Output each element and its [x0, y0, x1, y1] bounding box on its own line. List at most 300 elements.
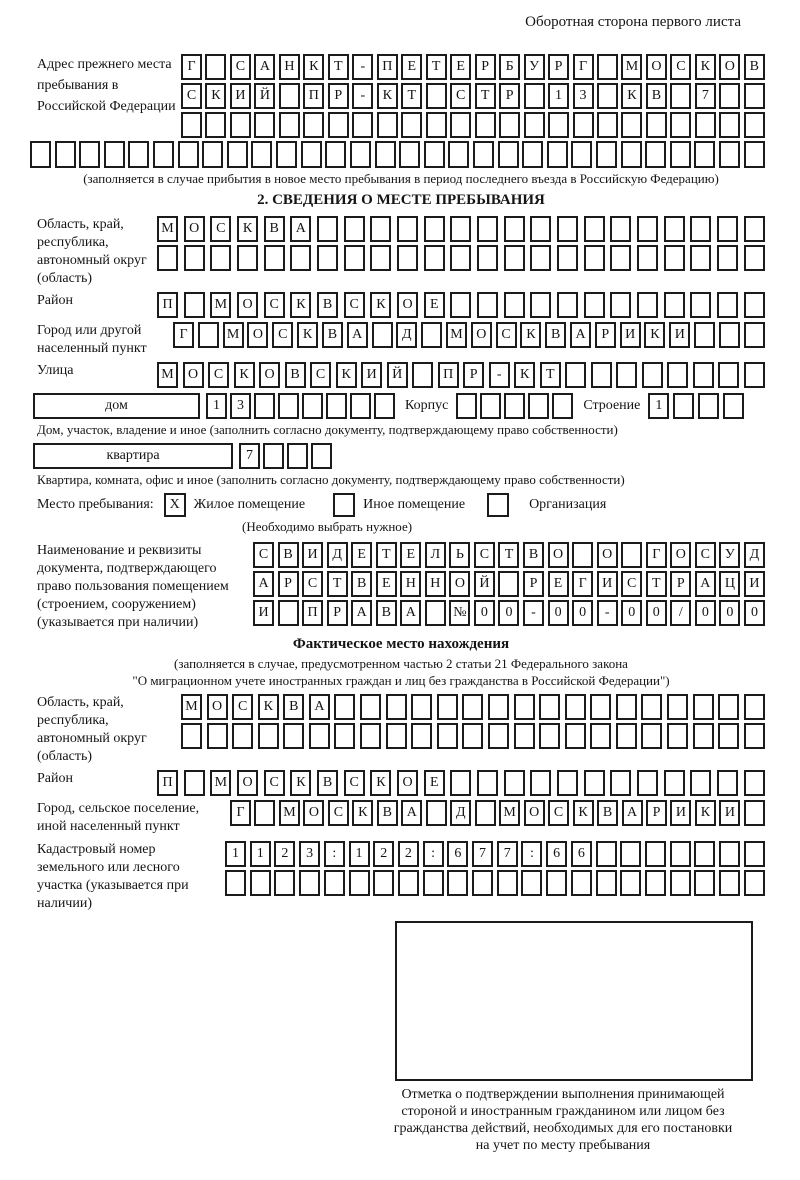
char-cell: [690, 292, 711, 318]
char-cell: И: [230, 83, 251, 109]
stay-type-label: Место пребывания:: [37, 497, 154, 512]
char-cell: [539, 723, 560, 749]
char-cell: [254, 393, 275, 419]
char-row: [181, 112, 765, 138]
char-cell: [450, 770, 471, 796]
stroenie-label: Строение: [583, 398, 641, 413]
char-cell: Р: [670, 571, 691, 597]
char-cell: Ц: [719, 571, 740, 597]
char-cell: [317, 216, 338, 242]
char-cell: [473, 141, 494, 168]
page-title: Оборотная сторона первого листа: [525, 14, 741, 30]
char-cell: [456, 393, 477, 419]
apartment-field-label: квартира: [33, 443, 233, 469]
char-cell: Р: [328, 83, 349, 109]
char-cell: [373, 870, 394, 896]
char-cell: И: [253, 600, 274, 626]
char-cell: Н: [400, 571, 421, 597]
char-cell: [667, 694, 688, 720]
char-cell: [719, 841, 740, 867]
char-cell: [667, 723, 688, 749]
char-cell: С: [474, 542, 495, 568]
char-cell: [718, 723, 739, 749]
char-cell: [205, 54, 226, 80]
char-cell: [497, 870, 518, 896]
char-cell: С: [670, 54, 691, 80]
char-cell: С: [181, 83, 202, 109]
char-cell: К: [695, 54, 716, 80]
char-row: [253, 571, 765, 597]
char-cell: И: [744, 571, 765, 597]
char-cell: Ь: [449, 542, 470, 568]
char-cell: [498, 141, 519, 168]
char-cell: Т: [498, 542, 519, 568]
organization-label: Организация: [529, 497, 607, 512]
prev-address-label: Адрес прежнего места пребывания в Российской Федерации: [37, 57, 176, 114]
char-cell: В: [744, 54, 765, 80]
actual-location-note-line1: (заполняется в случае, предусмотренном частью 2 статьи 21 Федерального закона: [174, 656, 628, 671]
char-cell: О: [397, 292, 418, 318]
char-cell: [565, 723, 586, 749]
char-cell: Т: [328, 54, 349, 80]
char-cell: [424, 141, 445, 168]
char-cell: [667, 362, 688, 388]
char-cell: В: [264, 216, 285, 242]
char-cell: [472, 870, 493, 896]
char-cell: [693, 362, 714, 388]
char-cell: И: [670, 800, 691, 826]
char-cell: В: [646, 83, 667, 109]
char-cell: Е: [376, 571, 397, 597]
region-block: [37, 216, 765, 288]
char-cell: [719, 141, 740, 168]
char-cell: [717, 292, 738, 318]
char-cell: [552, 393, 573, 419]
char-cell: [565, 362, 586, 388]
char-cell: :: [324, 841, 345, 867]
char-cell: Б: [499, 54, 520, 80]
char-cell: К: [520, 322, 541, 348]
char-cell: К: [377, 83, 398, 109]
char-cell: К: [621, 83, 642, 109]
char-cell: П: [303, 83, 324, 109]
char-cell: [128, 141, 149, 168]
street-block: [37, 362, 765, 388]
char-cell: И: [302, 542, 323, 568]
char-cell: [426, 800, 447, 826]
char-cell: Г: [646, 542, 667, 568]
char-cell: 2: [398, 841, 419, 867]
char-cell: Г: [181, 54, 202, 80]
char-cell: [530, 770, 551, 796]
char-cell: Т: [327, 571, 348, 597]
char-cell: [698, 393, 719, 419]
char-cell: В: [545, 322, 566, 348]
char-cell: М: [621, 54, 642, 80]
char-cell: М: [499, 800, 520, 826]
fact-district-label: Район: [37, 771, 73, 786]
other-premises-checkbox: [333, 493, 355, 517]
char-cell: [184, 292, 205, 318]
char-cell: [411, 694, 432, 720]
char-cell: [694, 841, 715, 867]
organization-checkbox: [487, 493, 509, 517]
char-cell: [539, 694, 560, 720]
apartment-number-row: [239, 443, 332, 469]
char-row: [230, 800, 765, 826]
fact-city-label: Город, сельское поселение, иной населенный пункт: [37, 801, 200, 834]
char-cell: [450, 292, 471, 318]
char-cell: А: [290, 216, 311, 242]
stamp-caption: [355, 1086, 771, 1154]
char-cell: [565, 694, 586, 720]
char-cell: 7: [695, 83, 716, 109]
char-cell: [488, 694, 509, 720]
char-cell: Р: [499, 83, 520, 109]
char-cell: [230, 112, 251, 138]
house-field-label: дом: [33, 393, 200, 419]
prev-address-block: [37, 54, 765, 138]
char-cell: 2: [373, 841, 394, 867]
korpus-label: Корпус: [405, 398, 449, 413]
actual-location-note-line2: "О миграционном учете иностранных граждан и лиц без гражданства в Российской Федерации"): [132, 673, 670, 688]
char-cell: 1: [648, 393, 669, 419]
char-cell: В: [278, 542, 299, 568]
char-cell: А: [351, 600, 372, 626]
prev-address-note: (заполняется в случае прибытия в новое место пребывания в период последнего въезда в Российскую Федерацию): [83, 171, 719, 186]
char-cell: [178, 141, 199, 168]
char-row: [253, 542, 765, 568]
char-cell: 2: [274, 841, 295, 867]
char-row: [181, 83, 765, 109]
stay-type-row: [37, 493, 765, 517]
char-cell: [202, 141, 223, 168]
char-cell: [571, 870, 592, 896]
char-cell: [548, 112, 569, 138]
char-cell: [530, 216, 551, 242]
char-cell: Р: [327, 600, 348, 626]
char-cell: С: [264, 292, 285, 318]
char-cell: 1: [250, 841, 271, 867]
char-cell: У: [524, 54, 545, 80]
char-cell: [616, 694, 637, 720]
char-cell: [350, 141, 371, 168]
char-cell: [227, 141, 248, 168]
char-cell: 6: [447, 841, 468, 867]
char-cell: [375, 141, 396, 168]
residential-label: Жилое помещение: [193, 497, 306, 512]
char-cell: [694, 141, 715, 168]
char-cell: П: [157, 770, 178, 796]
char-cell: [670, 112, 691, 138]
char-cell: [744, 83, 765, 109]
char-cell: [528, 393, 549, 419]
char-row: [173, 322, 765, 348]
char-cell: Т: [426, 54, 447, 80]
char-cell: [664, 292, 685, 318]
char-cell: О: [207, 694, 228, 720]
char-cell: Р: [278, 571, 299, 597]
house-number-row: [206, 393, 395, 419]
char-cell: [717, 770, 738, 796]
char-cell: 7: [497, 841, 518, 867]
char-cell: [693, 694, 714, 720]
char-cell: [645, 870, 666, 896]
char-cell: К: [290, 292, 311, 318]
char-cell: С: [344, 292, 365, 318]
char-cell: [412, 362, 433, 388]
char-cell: [744, 141, 765, 168]
char-cell: О: [719, 54, 740, 80]
char-cell: 0: [621, 600, 642, 626]
char-cell: В: [376, 600, 397, 626]
stamp-caption-line1: Отметка о подтверждении выполнения принимающей: [401, 1087, 725, 1102]
char-cell: [237, 245, 258, 271]
char-cell: [693, 723, 714, 749]
char-cell: [694, 322, 715, 348]
char-cell: [398, 870, 419, 896]
char-cell: [744, 112, 765, 138]
char-cell: [718, 362, 739, 388]
char-cell: [596, 841, 617, 867]
char-cell: [374, 393, 395, 419]
char-cell: 0: [498, 600, 519, 626]
char-row: [157, 245, 765, 271]
char-cell: С: [310, 362, 331, 388]
char-cell: С: [621, 571, 642, 597]
char-cell: [477, 216, 498, 242]
char-cell: 7: [239, 443, 260, 469]
char-cell: [334, 723, 355, 749]
char-cell: [642, 362, 663, 388]
char-cell: [597, 112, 618, 138]
char-cell: 7: [472, 841, 493, 867]
char-cell: [274, 870, 295, 896]
char-cell: [590, 694, 611, 720]
char-cell: [450, 112, 471, 138]
char-cell: С: [272, 322, 293, 348]
char-cell: [448, 141, 469, 168]
char-cell: В: [317, 770, 338, 796]
char-cell: [584, 216, 605, 242]
char-cell: 0: [548, 600, 569, 626]
char-cell: [499, 112, 520, 138]
char-cell: С: [548, 800, 569, 826]
char-cell: К: [290, 770, 311, 796]
char-cell: [437, 723, 458, 749]
char-cell: [477, 292, 498, 318]
char-cell: [718, 694, 739, 720]
char-cell: [184, 245, 205, 271]
char-cell: [504, 216, 525, 242]
district-block: [37, 292, 765, 318]
char-cell: Е: [548, 571, 569, 597]
char-cell: Д: [450, 800, 471, 826]
char-cell: Р: [548, 54, 569, 80]
apartment-note: Квартира, комната, офис и иное (заполнить согласно документу, подтверждающему право собственности): [37, 472, 625, 487]
char-row-overflow: [30, 141, 765, 168]
char-cell: 1: [548, 83, 569, 109]
char-cell: [504, 770, 525, 796]
section2-heading: 2. СВЕДЕНИЯ О МЕСТЕ ПРЕБЫВАНИЯ: [257, 192, 545, 208]
char-cell: [250, 870, 271, 896]
char-cell: Г: [173, 322, 194, 348]
char-cell: [690, 216, 711, 242]
char-cell: 1: [349, 841, 370, 867]
char-cell: Т: [475, 83, 496, 109]
char-cell: С: [208, 362, 229, 388]
char-cell: [352, 112, 373, 138]
char-cell: О: [524, 800, 545, 826]
char-cell: Е: [424, 292, 445, 318]
char-cell: Д: [327, 542, 348, 568]
stay-type-note: (Необходимо выбрать нужное): [242, 519, 413, 534]
char-cell: С: [344, 770, 365, 796]
char-cell: [279, 83, 300, 109]
char-cell: [744, 362, 765, 388]
char-cell: [360, 723, 381, 749]
char-row: [225, 841, 765, 867]
char-cell: [584, 770, 605, 796]
char-cell: М: [446, 322, 467, 348]
char-cell: [205, 112, 226, 138]
char-cell: К: [514, 362, 535, 388]
char-cell: [744, 870, 765, 896]
char-cell: [504, 393, 525, 419]
char-cell: [325, 141, 346, 168]
char-cell: 0: [646, 600, 667, 626]
char-cell: О: [597, 542, 618, 568]
char-cell: Д: [396, 322, 417, 348]
char-row: [157, 292, 765, 318]
char-row: [157, 216, 765, 242]
char-cell: О: [548, 542, 569, 568]
char-cell: П: [157, 292, 178, 318]
char-row: [181, 54, 765, 80]
char-cell: О: [670, 542, 691, 568]
char-cell: [370, 216, 391, 242]
char-cell: [386, 694, 407, 720]
char-cell: -: [597, 600, 618, 626]
char-cell: 6: [546, 841, 567, 867]
cadastral-rows: [225, 841, 765, 896]
char-cell: [283, 723, 304, 749]
char-cell: Г: [572, 571, 593, 597]
char-cell: У: [719, 542, 740, 568]
char-cell: [524, 83, 545, 109]
char-cell: [597, 54, 618, 80]
char-row: [225, 870, 765, 896]
char-cell: А: [347, 322, 368, 348]
char-cell: [637, 216, 658, 242]
char-cell: [557, 770, 578, 796]
char-cell: К: [573, 800, 594, 826]
char-cell: К: [644, 322, 665, 348]
char-cell: :: [423, 841, 444, 867]
char-row: [181, 723, 765, 749]
char-cell: С: [232, 694, 253, 720]
fact-city-block: [37, 800, 765, 836]
char-cell: [610, 245, 631, 271]
char-cell: [276, 141, 297, 168]
char-cell: [597, 83, 618, 109]
char-cell: [670, 83, 691, 109]
char-cell: [349, 870, 370, 896]
char-cell: 0: [719, 600, 740, 626]
char-cell: М: [157, 216, 178, 242]
char-cell: В: [351, 571, 372, 597]
char-cell: Г: [230, 800, 251, 826]
char-cell: Т: [401, 83, 422, 109]
char-cell: [616, 723, 637, 749]
char-cell: [641, 723, 662, 749]
char-cell: О: [471, 322, 492, 348]
char-cell: О: [237, 292, 258, 318]
char-cell: С: [230, 54, 251, 80]
char-cell: [584, 292, 605, 318]
char-cell: Н: [425, 571, 446, 597]
char-cell: -: [352, 83, 373, 109]
char-cell: [462, 694, 483, 720]
char-cell: [504, 292, 525, 318]
char-cell: Т: [646, 571, 667, 597]
char-cell: [450, 216, 471, 242]
char-cell: С: [264, 770, 285, 796]
char-cell: [744, 723, 765, 749]
char-cell: [326, 393, 347, 419]
char-cell: [610, 292, 631, 318]
char-cell: [279, 112, 300, 138]
char-cell: Е: [400, 542, 421, 568]
char-cell: Й: [254, 83, 275, 109]
char-cell: К: [695, 800, 716, 826]
char-cell: [79, 141, 100, 168]
char-cell: [254, 112, 275, 138]
char-cell: [207, 723, 228, 749]
char-cell: [462, 723, 483, 749]
char-cell: [530, 245, 551, 271]
char-row: [157, 770, 765, 796]
char-cell: Р: [646, 800, 667, 826]
char-cell: [637, 292, 658, 318]
region-label: Область, край, республика, автономный округ (область): [37, 217, 147, 286]
char-cell: -: [352, 54, 373, 80]
char-cell: [344, 216, 365, 242]
char-cell: В: [523, 542, 544, 568]
char-cell: Е: [450, 54, 471, 80]
char-cell: [475, 112, 496, 138]
char-cell: [546, 870, 567, 896]
char-cell: М: [157, 362, 178, 388]
char-row: [157, 362, 765, 388]
char-cell: [475, 800, 496, 826]
char-cell: [557, 216, 578, 242]
stamp-caption-line4: на учет по месту пребывания: [475, 1138, 651, 1153]
char-cell: [547, 141, 568, 168]
char-cell: [637, 770, 658, 796]
char-cell: [334, 694, 355, 720]
char-cell: [426, 83, 447, 109]
char-cell: С: [328, 800, 349, 826]
char-cell: [521, 870, 542, 896]
char-cell: [311, 443, 332, 469]
char-cell: [370, 245, 391, 271]
char-cell: [397, 216, 418, 242]
char-cell: [573, 112, 594, 138]
char-cell: О: [303, 800, 324, 826]
char-cell: Г: [573, 54, 594, 80]
char-cell: [447, 870, 468, 896]
